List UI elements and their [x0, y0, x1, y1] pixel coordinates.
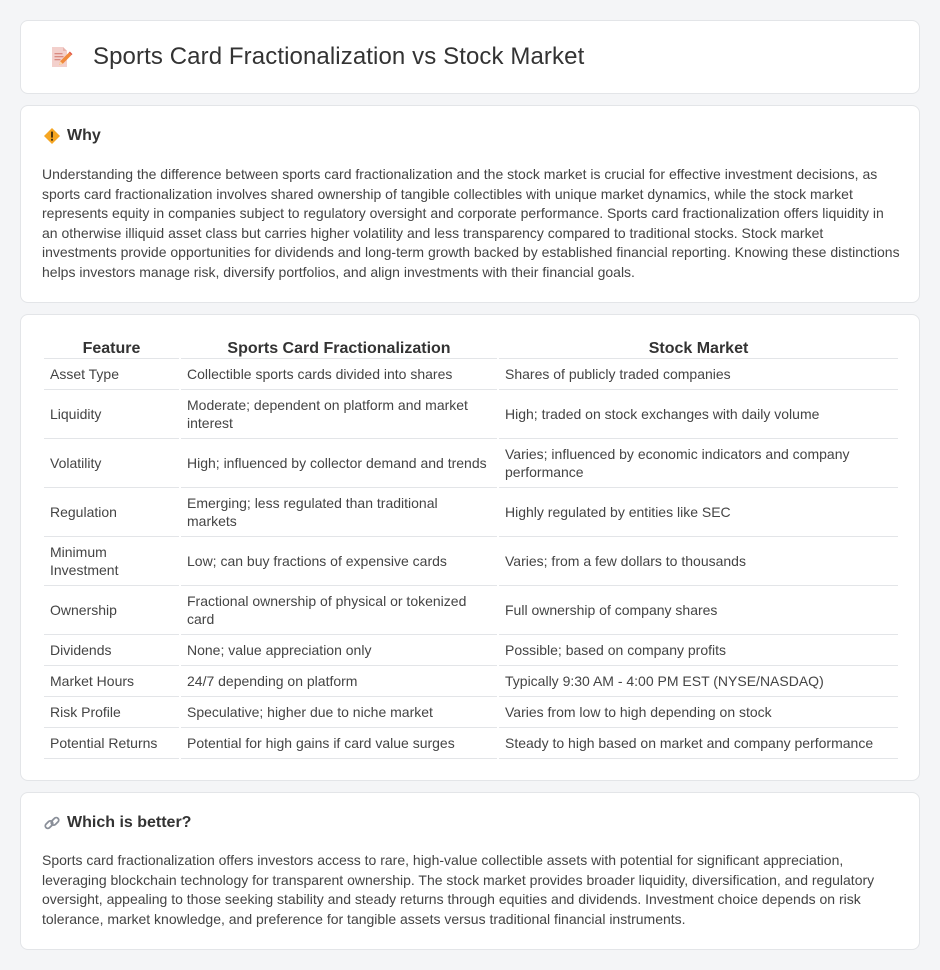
table-row: [44, 390, 898, 439]
table-row: [44, 359, 898, 390]
feature-cell: Ownership: [44, 586, 179, 635]
column-header-feature: Feature: [44, 335, 179, 359]
feature-cell: Minimum Investment: [44, 537, 179, 586]
feature-cell: Liquidity: [44, 390, 179, 439]
sports-card-cell: None; value appreciation only: [181, 635, 497, 666]
sports-card-cell: 24/7 depending on platform: [181, 666, 497, 697]
why-heading: Why: [67, 127, 101, 144]
table-row: [44, 439, 898, 488]
sports-card-cell: Speculative; higher due to niche market: [181, 697, 497, 728]
stock-market-cell: Varies; influenced by economic indicators and company performance: [499, 439, 898, 488]
why-header: [43, 127, 101, 145]
table-header-row: [44, 335, 898, 359]
title-card: [20, 20, 920, 94]
which-is-better-paragraph: Sports card fractionalization offers investors access to rare, high-value collectible assets with potential for significant appreciation, leveraging blockchain technology for transparent ownership. The stock market provides broader liquidity, diversification, and regulatory oversight, appealing to those seeking stability and steady returns through equities and dividends. Investment choice depends on risk tolerance, market knowledge, and preference for tangible assets versus traditional financial instruments.: [42, 852, 875, 927]
link-icon: [43, 814, 61, 832]
column-header-sports-card: Sports Card Fractionalization: [181, 335, 497, 359]
feature-cell: Risk Profile: [44, 697, 179, 728]
stock-market-cell: Full ownership of company shares: [499, 586, 898, 635]
feature-cell: Asset Type: [44, 359, 179, 390]
table-row: [44, 666, 898, 697]
sports-card-cell: Potential for high gains if card value surges: [181, 728, 497, 759]
feature-cell: Volatility: [44, 439, 179, 488]
stock-market-cell: Varies; from a few dollars to thousands: [499, 537, 898, 586]
table-row: [44, 586, 898, 635]
table-row: [44, 697, 898, 728]
which-is-better-card: [20, 792, 920, 950]
stock-market-cell: Typically 9:30 AM - 4:00 PM EST (NYSE/NASDAQ): [499, 666, 898, 697]
warning-diamond-icon: [43, 127, 61, 145]
stock-market-cell: Steady to high based on market and company performance: [499, 728, 898, 759]
sports-card-cell: Emerging; less regulated than traditional markets: [181, 488, 497, 537]
table-row: [44, 537, 898, 586]
page-title: Sports Card Fractionalization vs Stock Market: [93, 43, 585, 70]
stock-market-cell: Possible; based on company profits: [499, 635, 898, 666]
feature-cell: Potential Returns: [44, 728, 179, 759]
why-paragraph: Understanding the difference between sports card fractionalization and the stock market is crucial for effective investment decisions, as sports card fractionalization involves shared ownership of tangible collectibles with unique market dynamics, while the stock market represents equity in companies subject to regulatory oversight and corporate performance. Sports card fractionalization offers liquidity in an otherwise illiquid asset class but carries higher volatility and less transparency compared to traditional stocks. Stock market investments provide opportunities for dividends and long-term growth backed by established financial reporting. Knowing these distinctions helps investors manage risk, diversify portfolios, and align investments with their financial goals.: [42, 166, 900, 280]
stock-market-cell: Varies from low to high depending on stock: [499, 697, 898, 728]
sports-card-cell: Low; can buy fractions of expensive cards: [181, 537, 497, 586]
table-row: [44, 728, 898, 759]
stock-market-cell: High; traded on stock exchanges with daily volume: [499, 390, 898, 439]
sports-card-cell: Fractional ownership of physical or tokenized card: [181, 586, 497, 635]
sports-card-cell: High; influenced by collector demand and trends: [181, 439, 497, 488]
stock-market-cell: Highly regulated by entities like SEC: [499, 488, 898, 537]
why-card: [20, 105, 920, 303]
sports-card-cell: Moderate; dependent on platform and market interest: [181, 390, 497, 439]
which-is-better-heading: Which is better?: [67, 814, 192, 831]
table-row: [44, 488, 898, 537]
feature-cell: Regulation: [44, 488, 179, 537]
column-header-stock-market: Stock Market: [499, 335, 898, 359]
document-pencil-icon: [47, 44, 73, 70]
comparison-table: [42, 335, 900, 759]
comparison-table-card: [20, 314, 920, 781]
feature-cell: Dividends: [44, 635, 179, 666]
feature-cell: Market Hours: [44, 666, 179, 697]
stock-market-cell: Shares of publicly traded companies: [499, 359, 898, 390]
sports-card-cell: Collectible sports cards divided into shares: [181, 359, 497, 390]
which-is-better-header: [43, 814, 191, 832]
table-row: [44, 635, 898, 666]
